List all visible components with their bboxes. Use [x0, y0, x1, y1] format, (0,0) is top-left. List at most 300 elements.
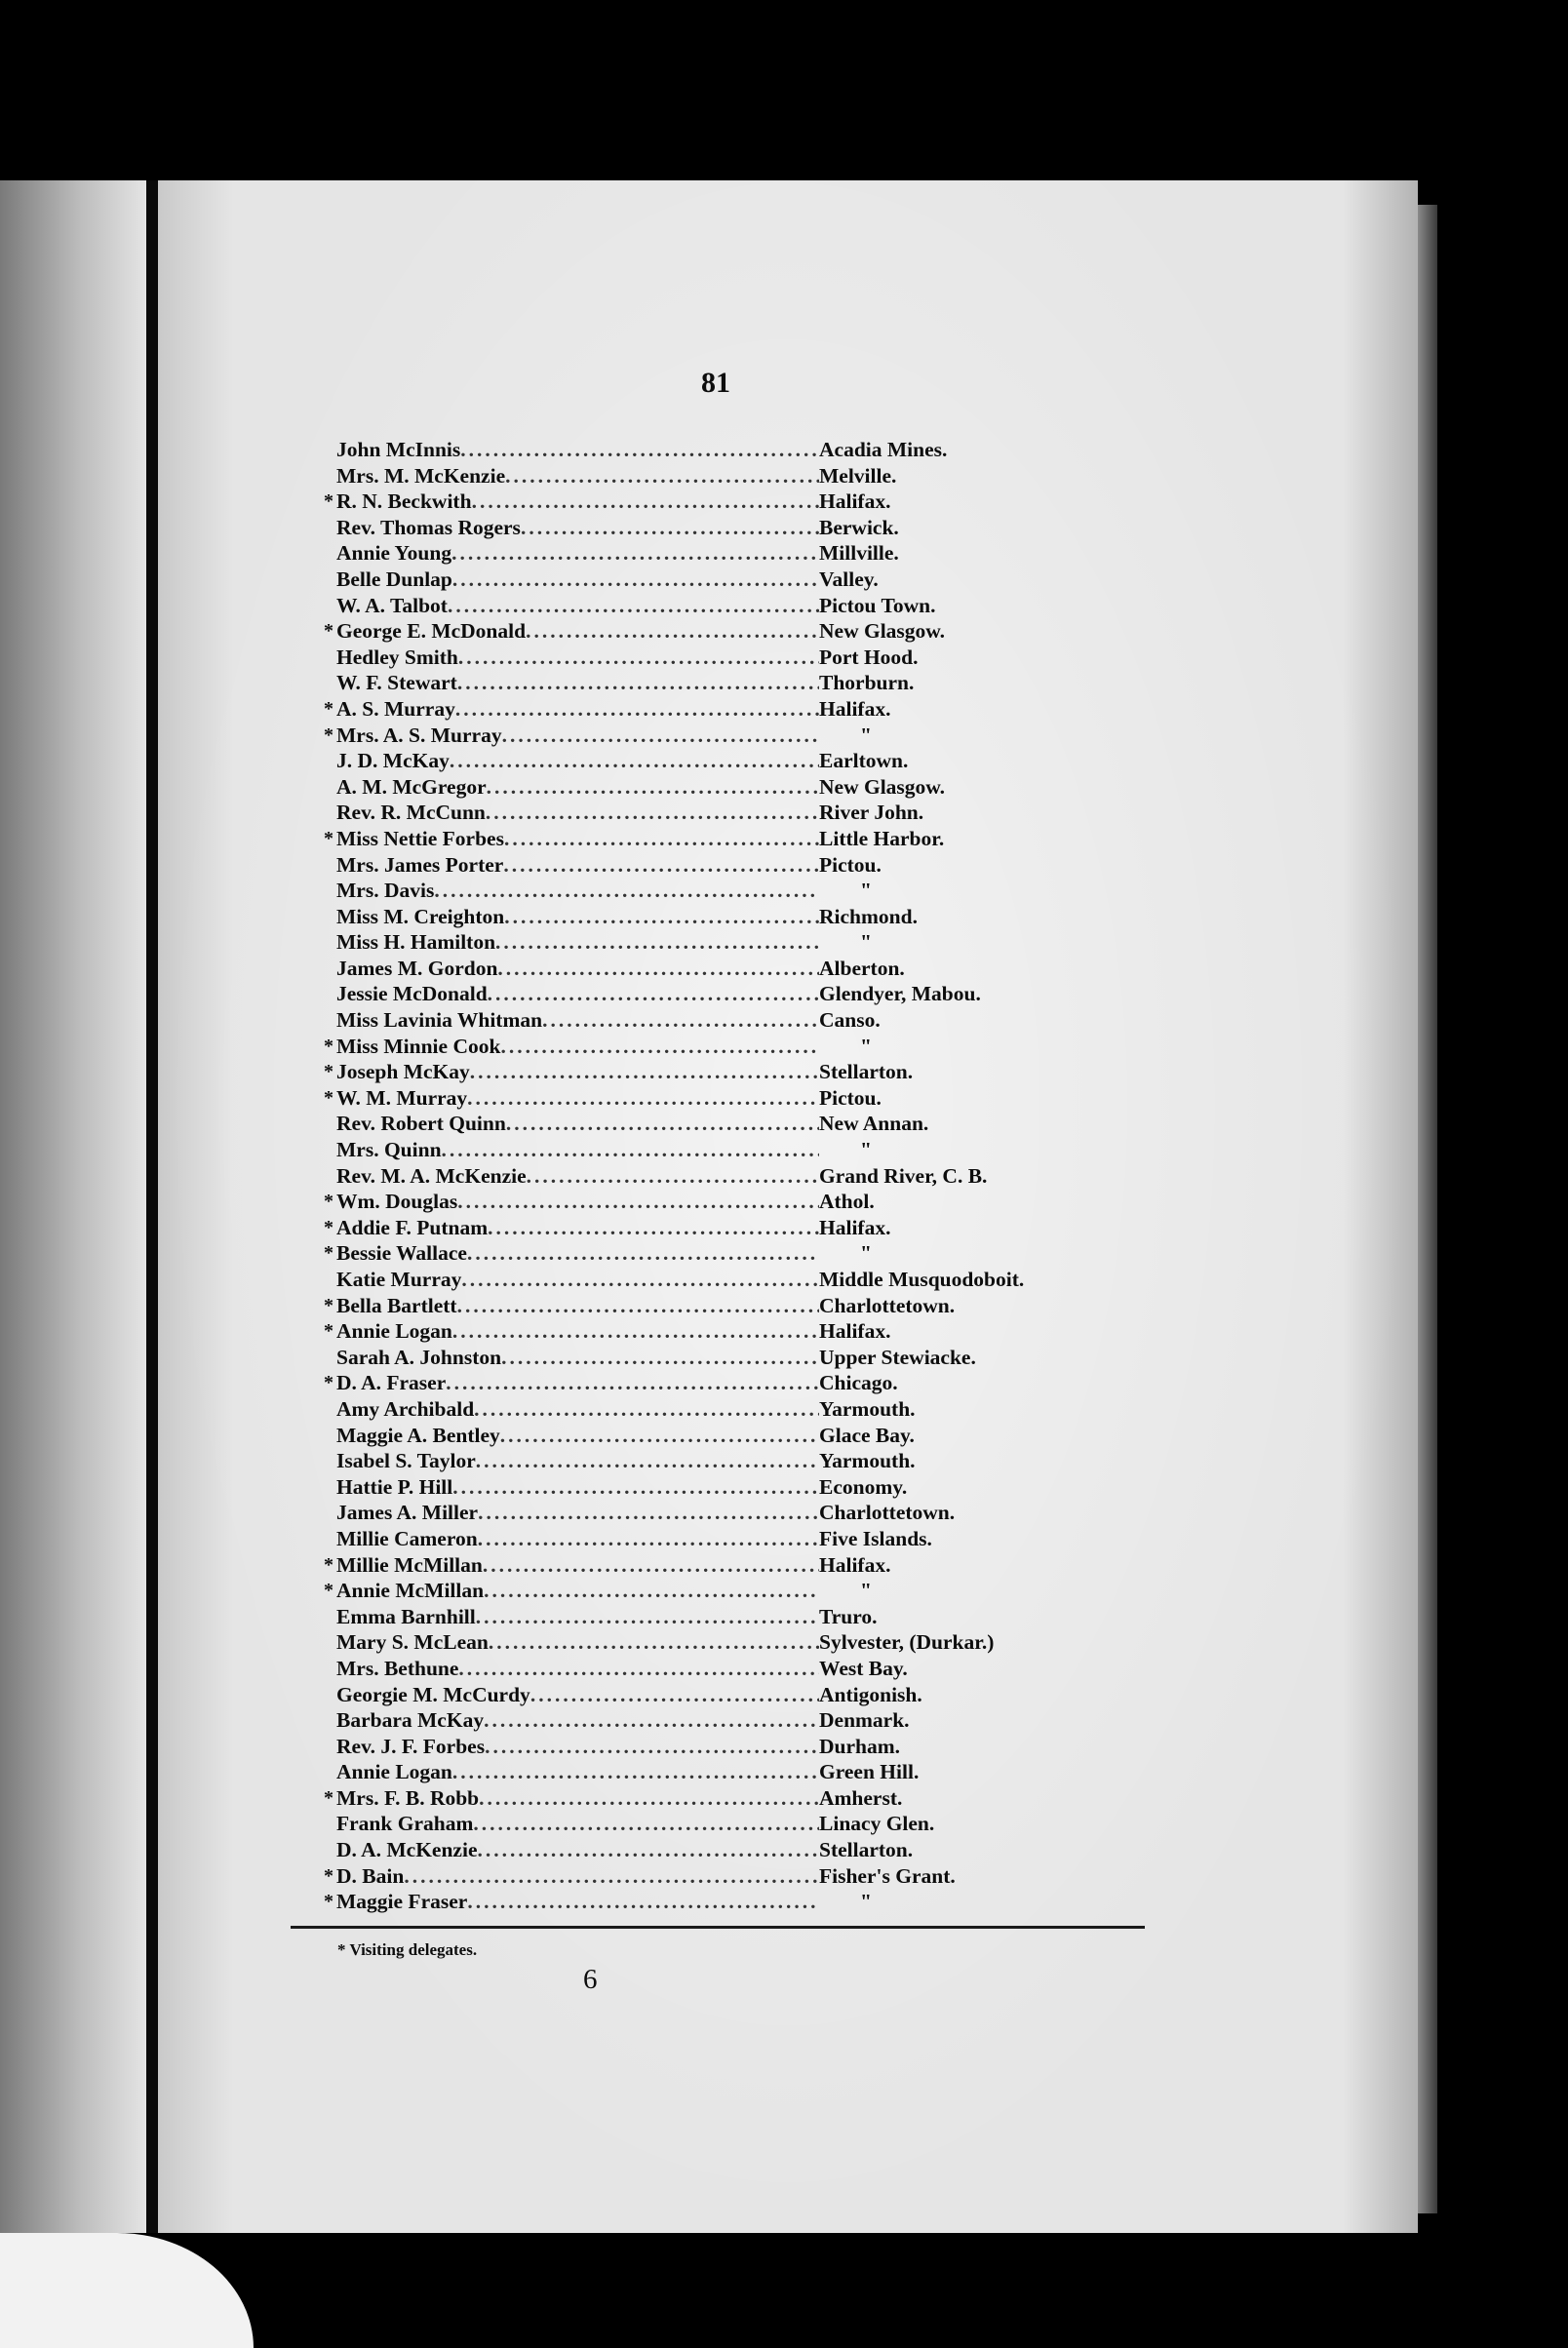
delegate-name: Rev. Thomas Rogers [336, 515, 521, 539]
delegate-place: " [860, 1034, 872, 1058]
dot-leader [452, 567, 819, 593]
name-column [333, 1837, 819, 1863]
delegate-name: Barbara McKay [336, 1708, 485, 1733]
dot-leader [467, 1085, 819, 1112]
dot-leader [527, 1163, 819, 1190]
delegate-name: D. A. Fraser [336, 1371, 447, 1395]
name-column [333, 1578, 819, 1604]
register-entry [322, 1500, 1121, 1526]
delegate-register [322, 437, 1121, 1915]
visiting-delegate-mark [322, 1345, 333, 1371]
delegate-name: Wm. Douglas [336, 1190, 458, 1214]
register-entry [322, 1734, 1121, 1760]
name-column [333, 1189, 819, 1215]
dot-leader [484, 1707, 819, 1734]
dot-leader [457, 670, 819, 696]
delegate-name: Addie F. Putnam [336, 1215, 489, 1239]
name-column [333, 1423, 819, 1449]
name-column [333, 463, 819, 489]
name-column [333, 1267, 819, 1293]
visiting-delegate-mark [322, 1526, 333, 1552]
visiting-delegate-mark [322, 981, 333, 1007]
name-column [333, 1215, 819, 1241]
delegate-place: " [860, 1241, 872, 1266]
visiting-delegate-mark [322, 567, 333, 593]
name-column [333, 1785, 819, 1812]
delegate-place: Pictou. [819, 1085, 882, 1110]
name-column [333, 437, 819, 463]
dot-leader [505, 463, 819, 489]
register-entry [322, 540, 1121, 567]
name-column [333, 593, 819, 619]
name-column [333, 1889, 819, 1915]
delegate-name: Maggie Fraser [336, 1890, 468, 1914]
delegate-place: Denmark. [819, 1708, 910, 1733]
register-entry [322, 1707, 1121, 1734]
dot-leader [446, 1370, 819, 1396]
delegate-place: Pictou. [819, 852, 882, 877]
delegate-name: W. M. Murray [336, 1085, 468, 1110]
visiting-delegate-mark [322, 645, 333, 671]
register-entry [322, 618, 1121, 645]
delegate-place: Upper Stewiacke. [819, 1345, 976, 1369]
visiting-delegate-mark: * [324, 1553, 333, 1576]
dot-leader [467, 1240, 819, 1267]
visiting-delegate-mark: * [324, 1864, 333, 1887]
delegate-place: Charlottetown. [819, 1293, 956, 1317]
name-column [333, 1370, 819, 1396]
delegate-place: " [860, 723, 872, 747]
delegate-place: Athol. [819, 1190, 875, 1214]
name-column [333, 515, 819, 541]
delegate-name: Georgie M. McCurdy [336, 1682, 530, 1706]
register-entry [322, 437, 1121, 463]
register-entry [322, 1111, 1121, 1137]
name-column [333, 1707, 819, 1734]
delegate-place: Chicago. [819, 1371, 898, 1395]
dot-leader [476, 1448, 819, 1474]
dot-leader [495, 929, 819, 956]
delegate-place: Stellarton. [819, 1838, 914, 1862]
visiting-delegate-mark: * [324, 1891, 333, 1913]
delegate-name: Amy Archibald [336, 1396, 475, 1421]
dot-leader [450, 748, 819, 774]
dot-leader [448, 593, 819, 619]
name-column [333, 645, 819, 671]
delegate-place: River John. [819, 801, 924, 825]
dot-leader [455, 696, 819, 723]
visiting-delegate-mark: * [324, 1086, 333, 1109]
register-entry [322, 1370, 1121, 1396]
delegate-place: Melville. [819, 463, 897, 488]
delegate-name: R. N. Beckwith [336, 489, 472, 514]
delegate-name: Mrs. Bethune [336, 1656, 459, 1680]
visiting-delegate-mark: * [324, 1372, 333, 1394]
name-column [333, 1500, 819, 1526]
dot-leader [542, 1007, 819, 1034]
delegate-place: New Annan. [819, 1112, 929, 1136]
dot-leader [451, 540, 819, 567]
visiting-delegate-mark [322, 1500, 333, 1526]
name-column [333, 1345, 819, 1371]
delegate-place: Little Harbor. [819, 826, 945, 850]
dot-leader [452, 1759, 819, 1785]
delegate-name: Millie McMillan [336, 1552, 483, 1577]
name-column [333, 826, 819, 852]
delegate-name: Annie Logan [336, 1319, 452, 1344]
name-column [333, 489, 819, 515]
delegate-place: Stellarton. [819, 1060, 914, 1084]
visiting-delegate-mark [322, 1163, 333, 1190]
dot-leader [503, 852, 819, 879]
dot-leader [404, 1863, 819, 1890]
delegate-name: Emma Barnhill [336, 1604, 476, 1628]
register-entry [322, 1293, 1121, 1319]
visiting-delegate-mark: * [324, 490, 333, 513]
visiting-delegate-mark [322, 1837, 333, 1863]
delegate-place: Durham. [819, 1734, 901, 1758]
dot-leader [485, 1734, 819, 1760]
dot-leader [526, 618, 819, 645]
delegate-place: Halifax. [819, 696, 891, 721]
delegate-place: " [860, 1579, 872, 1603]
delegate-place: Yarmouth. [819, 1449, 916, 1473]
register-entry [322, 981, 1121, 1007]
name-column [333, 929, 819, 956]
register-entry [322, 929, 1121, 956]
visiting-delegate-mark: * [324, 1191, 333, 1213]
delegate-name: Mrs. M. McKenzie [336, 463, 506, 488]
delegate-name: Miss H. Hamilton [336, 930, 496, 955]
dot-leader [504, 826, 819, 852]
register-entry [322, 826, 1121, 852]
name-column [333, 1137, 819, 1163]
dot-leader [486, 800, 819, 826]
visiting-delegate-mark [322, 1811, 333, 1837]
register-entry [322, 1267, 1121, 1293]
visiting-delegate-mark [322, 1137, 333, 1163]
delegate-name: Hedley Smith [336, 645, 458, 669]
visiting-delegate-mark: * [324, 1242, 333, 1265]
visiting-delegate-mark [322, 1474, 333, 1501]
visiting-delegate-mark [322, 593, 333, 619]
name-column [333, 540, 819, 567]
visiting-delegate-mark [322, 956, 333, 982]
dot-leader [457, 1189, 819, 1215]
visiting-delegate-mark [322, 463, 333, 489]
name-column [333, 1085, 819, 1112]
delegate-name: Rev. Robert Quinn [336, 1112, 506, 1136]
dot-leader [487, 774, 819, 801]
register-entry [322, 515, 1121, 541]
visiting-delegate-mark [322, 1604, 333, 1630]
dot-leader [461, 1267, 819, 1293]
visiting-delegate-mark [322, 1111, 333, 1137]
dot-leader [452, 1474, 819, 1501]
register-entry [322, 567, 1121, 593]
page-edge-shadow [1418, 205, 1437, 2213]
name-column [333, 1293, 819, 1319]
delegate-place: Grand River, C. B. [819, 1163, 988, 1188]
name-column [333, 1734, 819, 1760]
delegate-place: Halifax. [819, 489, 891, 514]
register-entry [322, 1423, 1121, 1449]
visiting-delegate-mark [322, 1734, 333, 1760]
delegate-place: New Glasgow. [819, 619, 945, 644]
dot-leader [472, 489, 819, 515]
register-entry [322, 489, 1121, 515]
register-entry [322, 774, 1121, 801]
dot-leader [506, 1111, 819, 1137]
register-entry [322, 1215, 1121, 1241]
dot-leader [457, 1293, 819, 1319]
name-column [333, 1059, 819, 1085]
register-entry [322, 748, 1121, 774]
dot-leader [502, 723, 819, 749]
delegate-name: W. A. Talbot [336, 593, 448, 617]
dot-leader [476, 1604, 819, 1630]
name-column [333, 878, 819, 904]
name-column [333, 1811, 819, 1837]
name-column [333, 1604, 819, 1630]
delegate-name: Joseph McKay [336, 1060, 470, 1084]
delegate-name: Mrs. A. S. Murray [336, 723, 502, 747]
name-column [333, 1629, 819, 1656]
name-column [333, 1526, 819, 1552]
delegate-place: Economy. [819, 1474, 908, 1499]
delegate-name: James A. Miller [336, 1501, 479, 1525]
register-entry [322, 1137, 1121, 1163]
delegate-name: Katie Murray [336, 1268, 462, 1291]
register-entry [322, 645, 1121, 671]
register-entry [322, 1448, 1121, 1474]
visiting-delegate-mark: * [324, 1580, 333, 1602]
delegate-name: A. M. McGregor [336, 774, 487, 799]
visiting-delegate-mark: * [324, 1294, 333, 1316]
name-column [333, 981, 819, 1007]
visiting-delegate-mark [322, 1448, 333, 1474]
name-column [333, 1448, 819, 1474]
dot-leader [442, 1137, 819, 1163]
gutter-rule [146, 180, 158, 2233]
visiting-delegate-mark: * [324, 697, 333, 720]
delegate-name: Sarah A. Johnston [336, 1345, 502, 1369]
delegate-place: Port Hood. [819, 645, 919, 669]
dot-leader [473, 1811, 819, 1837]
delegate-name: Annie Young [336, 541, 452, 566]
visiting-delegate-mark: * [324, 1035, 333, 1057]
visiting-delegate-mark [322, 1629, 333, 1656]
register-entry [322, 723, 1121, 749]
name-column [333, 1111, 819, 1137]
delegate-name: Annie Logan [336, 1760, 452, 1784]
footnote-rule [291, 1926, 1145, 1929]
dot-leader [452, 1318, 819, 1345]
visiting-delegate-mark [322, 800, 333, 826]
register-entry [322, 800, 1121, 826]
register-entry [322, 1396, 1121, 1423]
register-entry [322, 1863, 1121, 1890]
delegate-name: Mrs. Davis [336, 879, 435, 903]
register-entry [322, 956, 1121, 982]
delegate-place: New Glasgow. [819, 774, 945, 799]
delegate-name: D. A. McKenzie [336, 1838, 478, 1862]
register-entry [322, 670, 1121, 696]
name-column [333, 1759, 819, 1785]
dot-leader [458, 645, 819, 671]
visiting-delegate-mark [322, 540, 333, 567]
delegate-name: Mrs. Quinn [336, 1138, 442, 1162]
register-entry [322, 852, 1121, 879]
delegate-name: Hattie P. Hill [336, 1474, 453, 1499]
name-column [333, 1318, 819, 1345]
delegate-name: Rev. J. F. Forbes [336, 1734, 486, 1758]
visiting-delegate-mark [322, 1007, 333, 1034]
delegate-name: Miss Minnie Cook [336, 1034, 501, 1058]
dot-leader [500, 1423, 819, 1449]
register-entry [322, 1656, 1121, 1682]
name-column [333, 696, 819, 723]
delegate-place: Green Hill. [819, 1760, 920, 1784]
dot-leader [460, 437, 819, 463]
dot-leader [500, 1034, 819, 1060]
delegate-place: Charlottetown. [819, 1501, 956, 1525]
name-column [333, 1474, 819, 1501]
visiting-delegate-mark [322, 1267, 333, 1293]
facing-page-edge [0, 180, 146, 2233]
register-entry [322, 1474, 1121, 1501]
register-entry [322, 1526, 1121, 1552]
dot-leader [479, 1785, 819, 1812]
register-entry [322, 1604, 1121, 1630]
delegate-name: Millie Cameron [336, 1526, 478, 1550]
name-column [333, 1163, 819, 1190]
visiting-delegate-mark: * [324, 827, 333, 849]
delegate-place: Halifax. [819, 1215, 891, 1239]
name-column [333, 1863, 819, 1890]
delegate-name: James M. Gordon [336, 956, 498, 980]
name-column [333, 618, 819, 645]
delegate-place: Antigonish. [819, 1682, 922, 1706]
visiting-delegate-mark: * [324, 724, 333, 746]
delegate-name: Belle Dunlap [336, 567, 452, 591]
dot-leader [478, 1500, 819, 1526]
visiting-delegate-mark [322, 1707, 333, 1734]
visiting-delegate-mark [322, 1656, 333, 1682]
visiting-delegate-mark [322, 904, 333, 930]
delegate-place: Five Islands. [819, 1526, 932, 1550]
delegate-place: Middle Musquodoboit. [819, 1268, 1025, 1291]
name-column [333, 1007, 819, 1034]
delegate-name: Bessie Wallace [336, 1241, 467, 1266]
register-entry [322, 593, 1121, 619]
delegate-place: Glace Bay. [819, 1423, 915, 1447]
name-column [333, 774, 819, 801]
delegate-name: Miss Lavinia Whitman [336, 1008, 543, 1033]
delegate-name: Mary S. McLean [336, 1630, 489, 1655]
delegate-place: Berwick. [819, 515, 899, 539]
visiting-delegate-mark [322, 878, 333, 904]
delegate-place: Truro. [819, 1604, 878, 1628]
register-entry [322, 1240, 1121, 1267]
delegate-name: Mrs. James Porter [336, 852, 504, 877]
delegate-name: Frank Graham [336, 1812, 474, 1836]
register-entry [322, 1059, 1121, 1085]
register-entry [322, 1318, 1121, 1345]
delegate-name: W. F. Stewart [336, 671, 457, 695]
register-entry [322, 1189, 1121, 1215]
delegate-place: Millville. [819, 541, 899, 566]
name-column [333, 1682, 819, 1708]
name-column [333, 800, 819, 826]
name-column [333, 956, 819, 982]
dot-leader [458, 1656, 819, 1682]
register-entry [322, 1682, 1121, 1708]
delegate-name: Maggie A. Bentley [336, 1423, 500, 1447]
delegate-place: Richmond. [819, 904, 918, 928]
register-entry [322, 1085, 1121, 1112]
name-column [333, 1656, 819, 1682]
visiting-delegate-mark [322, 515, 333, 541]
dot-leader [484, 1578, 819, 1604]
delegate-place: West Bay. [819, 1656, 908, 1680]
delegate-place: Earltown. [819, 749, 909, 773]
delegate-name: Bella Bartlett [336, 1293, 457, 1317]
visiting-delegate-mark [322, 670, 333, 696]
dot-leader [489, 1629, 819, 1656]
delegate-place: Acadia Mines. [819, 438, 948, 461]
name-column [333, 1552, 819, 1579]
delegate-place: Glendyer, Mabou. [819, 982, 981, 1006]
dot-leader [497, 956, 819, 982]
delegate-place: Pictou Town. [819, 593, 936, 617]
delegate-name: J. D. McKay [336, 749, 450, 773]
delegate-name: Miss M. Creighton [336, 904, 505, 928]
delegate-place: Sylvester, (Durkar.) [819, 1630, 995, 1655]
delegate-name: A. S. Murray [336, 696, 455, 721]
register-entry [322, 1034, 1121, 1060]
visiting-delegate-mark [322, 748, 333, 774]
register-entry [322, 696, 1121, 723]
name-column [333, 1396, 819, 1423]
footnote: * Visiting delegates. [337, 1940, 478, 1959]
register-entry [322, 1629, 1121, 1656]
delegate-place: Canso. [819, 1008, 881, 1033]
name-column [333, 748, 819, 774]
register-entry [322, 1007, 1121, 1034]
register-entry [322, 1811, 1121, 1837]
signature-mark: 6 [583, 1964, 598, 1995]
register-entry [322, 1889, 1121, 1915]
delegate-place: Fisher's Grant. [819, 1863, 956, 1888]
delegate-name: Jessie McDonald [336, 982, 488, 1006]
register-entry [322, 1552, 1121, 1579]
delegate-name: D. Bain [336, 1863, 405, 1888]
dot-leader [478, 1837, 820, 1863]
name-column [333, 1240, 819, 1267]
name-column [333, 904, 819, 930]
delegate-name: Rev. R. McCunn [336, 801, 486, 825]
visiting-delegate-mark: * [324, 1061, 333, 1083]
register-entry [322, 1759, 1121, 1785]
delegate-place: Halifax. [819, 1552, 891, 1577]
delegate-name: Annie McMillan [336, 1579, 485, 1603]
visiting-delegate-mark [322, 852, 333, 879]
register-entry [322, 1785, 1121, 1812]
delegate-place: " [860, 1890, 872, 1914]
visiting-delegate-mark: * [324, 1216, 333, 1238]
delegate-name: Mrs. F. B. Robb [336, 1785, 480, 1810]
